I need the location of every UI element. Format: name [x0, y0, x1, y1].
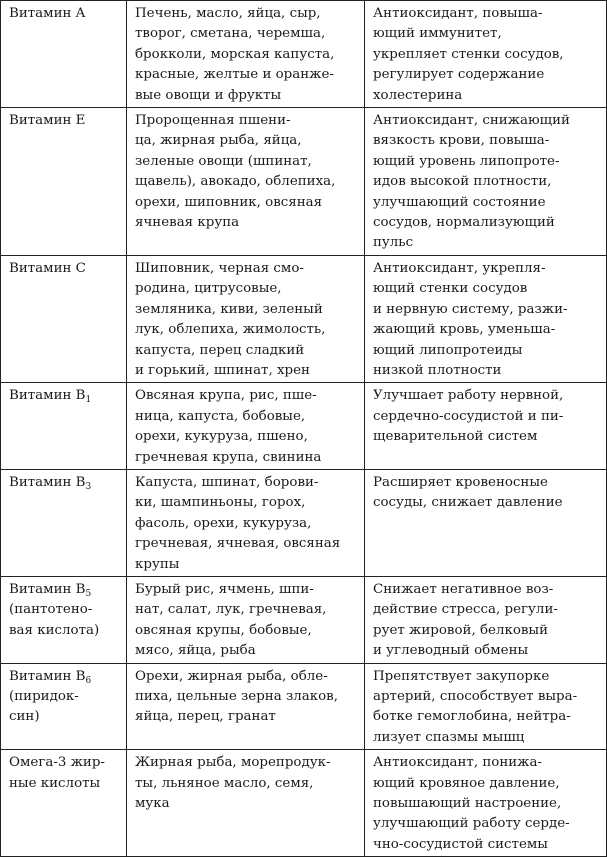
nutrient-name-text: Витамин B: [9, 668, 86, 684]
effect-line: щеварительной систем: [373, 429, 538, 445]
food-sources-line: родина, цитрусовые,: [135, 281, 282, 297]
food-sources-line: Орехи, жирная рыба, обле-: [135, 668, 328, 684]
food-sources-line: яйца, перец, гранат: [135, 709, 276, 725]
food-sources-line: гречневая крупа, свинина: [135, 449, 322, 465]
vitamin-subscript: 3: [85, 481, 92, 492]
nutrient-name-line: [9, 580, 120, 600]
food-sources-line: овсяная крупы, бобовые,: [135, 622, 312, 638]
effect-line: ющий стенки сосудов: [373, 281, 528, 297]
effect-line: улучшающий состояние: [373, 194, 546, 210]
nutrient-name-line: [9, 473, 120, 493]
effect-cell: [365, 1, 607, 108]
effect-line: чно-сосудистой системы: [373, 836, 548, 852]
food-sources-line: ты, льняное масло, семя,: [135, 775, 314, 791]
nutrient-name-text: (пиридок-: [9, 689, 79, 704]
nutrient-name-line: [9, 259, 120, 279]
table-row: [1, 750, 607, 857]
nutrient-name-line: [9, 753, 120, 773]
effect-line: Антиоксидант, понижа-: [373, 755, 542, 771]
nutrient-name-cell: [1, 469, 127, 576]
food-sources-line: ница, капуста, бобовые,: [135, 408, 306, 424]
effect-line: укрепляет стенки сосудов,: [373, 46, 564, 62]
food-sources-line: гречневая, ячневая, овсяная: [135, 536, 341, 552]
effect-line: вязкость крови, повыша-: [373, 133, 550, 149]
nutrient-name-line: [9, 687, 120, 707]
food-sources-line: творог, сметана, черемша,: [135, 26, 326, 42]
food-sources-line: красные, желтые и оранже-: [135, 67, 334, 83]
effect-line: низкой плотности: [373, 362, 502, 378]
nutrient-name-line: [9, 600, 120, 620]
food-sources-cell: [127, 663, 365, 750]
food-sources-line: пиха, цельные зерна злаков,: [135, 689, 338, 704]
effect-line: и нервную систему, разжи-: [373, 301, 568, 317]
effect-line: идов высокой плотности,: [373, 174, 552, 190]
food-sources-line: орехи, кукуруза, пшено,: [135, 429, 308, 445]
effect-line: ющий липопротеиды: [373, 342, 523, 358]
effect-line: Антиоксидант, укрепля-: [373, 260, 546, 276]
nutrient-name-text: Витамин C: [9, 260, 86, 276]
food-sources-line: орехи, шиповник, овсяная: [135, 194, 323, 210]
nutrient-name-line: [9, 4, 120, 24]
effect-line: холестерина: [373, 87, 463, 103]
effect-line: артерий, способствует выра-: [373, 689, 578, 704]
effect-line: регулирует содержание: [373, 67, 545, 83]
table-row: [1, 663, 607, 750]
nutrient-name-line: [9, 707, 120, 727]
effect-line: Расширяет кровеносные: [373, 474, 548, 490]
effect-cell: [365, 469, 607, 576]
food-sources-cell: [127, 576, 365, 663]
table-row: [1, 469, 607, 576]
vitamin-subscript: 6: [85, 675, 92, 686]
nutrient-name-text: син): [9, 709, 40, 725]
food-sources-line: мясо, яйца, рыба: [135, 643, 256, 659]
effect-line: Антиоксидант, снижающий: [373, 113, 570, 129]
food-sources-line: ца, жирная рыба, яйца,: [135, 133, 302, 149]
nutrient-name-cell: [1, 750, 127, 857]
nutrient-name-text: Витамин A: [9, 6, 86, 21]
food-sources-line: Шиповник, черная смо-: [135, 260, 304, 276]
food-sources-line: вые овощи и фрукты: [135, 87, 282, 103]
vitamin-subscript: 1: [85, 395, 92, 406]
nutrient-name-text: Омега-3 жир-: [9, 755, 105, 771]
effect-line: повышающий настроение,: [373, 796, 562, 812]
table-row: [1, 383, 607, 470]
nutrient-name-text: (пантотено-: [9, 602, 93, 618]
effect-line: сосуды, снижает давление: [373, 495, 563, 511]
effect-cell: [365, 663, 607, 750]
nutrient-name-text: вая кислота): [9, 622, 100, 638]
food-sources-line: Бурый рис, ячмень, шпи-: [135, 581, 314, 597]
food-sources-line: щавель), авокадо, облепиха,: [135, 174, 336, 190]
food-sources-line: лук, облепиха, жимолость,: [135, 322, 326, 338]
nutrient-name-line: [9, 386, 120, 406]
effect-line: жающий кровь, уменьша-: [373, 322, 556, 338]
food-sources-cell: [127, 108, 365, 256]
effect-line: Улучшает работу нервной,: [373, 388, 564, 404]
nutrient-name-cell: [1, 255, 127, 382]
effect-line: улучшающий работу серде-: [373, 816, 570, 832]
nutrient-name-text: Витамин B: [9, 388, 86, 404]
effect-cell: [365, 255, 607, 382]
food-sources-line: капуста, перец сладкий: [135, 342, 305, 358]
food-sources-line: крупы: [135, 556, 180, 572]
nutrient-name-line: [9, 774, 120, 794]
effect-line: Снижает негативное воз-: [373, 581, 554, 597]
food-sources-cell: [127, 1, 365, 108]
nutrient-name-text: Витамин B: [9, 581, 86, 597]
effect-line: действие стресса, регули-: [373, 602, 558, 618]
table-row: [1, 1, 607, 108]
food-sources-line: Печень, масло, яйца, сыр,: [135, 6, 321, 21]
food-sources-cell: [127, 750, 365, 857]
effect-line: пульс: [373, 235, 414, 251]
effect-line: ющий уровень липопроте-: [373, 153, 560, 169]
nutrient-name-text: ные кислоты: [9, 775, 101, 791]
table-row: [1, 255, 607, 382]
food-sources-line: земляника, киви, зеленый: [135, 301, 323, 317]
food-sources-line: зеленые овощи (шпинат,: [135, 153, 312, 169]
effect-line: и углеводный обмены: [373, 643, 529, 659]
nutrient-name-text: Витамин B: [9, 474, 86, 490]
food-sources-line: Овсяная крупа, рис, пше-: [135, 388, 317, 404]
vitamin-table-body: [1, 1, 607, 857]
food-sources-line: фасоль, орехи, кукуруза,: [135, 515, 312, 531]
effect-line: ющий кровяное давление,: [373, 775, 560, 791]
food-sources-line: ячневая крупа: [135, 215, 240, 231]
effect-line: ботке гемоглобина, нейтра-: [373, 709, 571, 725]
food-sources-cell: [127, 255, 365, 382]
food-sources-line: Жирная рыба, морепродук-: [135, 755, 331, 771]
effect-line: рует жировой, белковый: [373, 622, 549, 638]
nutrient-name-cell: [1, 1, 127, 108]
effect-line: лизует спазмы мышц: [373, 729, 525, 745]
nutrient-name-cell: [1, 663, 127, 750]
food-sources-line: ки, шампиньоны, горох,: [135, 495, 306, 511]
food-sources-line: нат, салат, лук, гречневая,: [135, 602, 327, 618]
food-sources-line: брокколи, морская капуста,: [135, 46, 335, 62]
nutrient-name-cell: [1, 383, 127, 470]
effect-line: сердечно-сосудистой и пи-: [373, 408, 564, 424]
effect-line: Антиоксидант, повыша-: [373, 6, 543, 21]
nutrient-name-line: [9, 111, 120, 131]
food-sources-line: мука: [135, 796, 170, 812]
nutrient-name-text: Витамин E: [9, 113, 86, 129]
effect-cell: [365, 576, 607, 663]
nutrient-name-line: [9, 667, 120, 687]
table-row: [1, 576, 607, 663]
table-row: [1, 108, 607, 256]
nutrient-name-cell: [1, 108, 127, 256]
nutrient-name-cell: [1, 576, 127, 663]
effect-line: ющий иммунитет,: [373, 26, 502, 42]
food-sources-line: и горький, шпинат, хрен: [135, 362, 310, 378]
food-sources-cell: [127, 383, 365, 470]
effect-line: сосудов, нормализующий: [373, 215, 555, 231]
effect-cell: [365, 750, 607, 857]
vitamin-subscript: 5: [85, 588, 92, 599]
effect-cell: [365, 108, 607, 256]
effect-line: Препятствует закупорке: [373, 668, 550, 684]
food-sources-line: Пророщенная пшени-: [135, 113, 291, 129]
food-sources-cell: [127, 469, 365, 576]
nutrient-name-line: [9, 621, 120, 641]
effect-cell: [365, 383, 607, 470]
food-sources-line: Капуста, шпинат, борови-: [135, 474, 319, 490]
